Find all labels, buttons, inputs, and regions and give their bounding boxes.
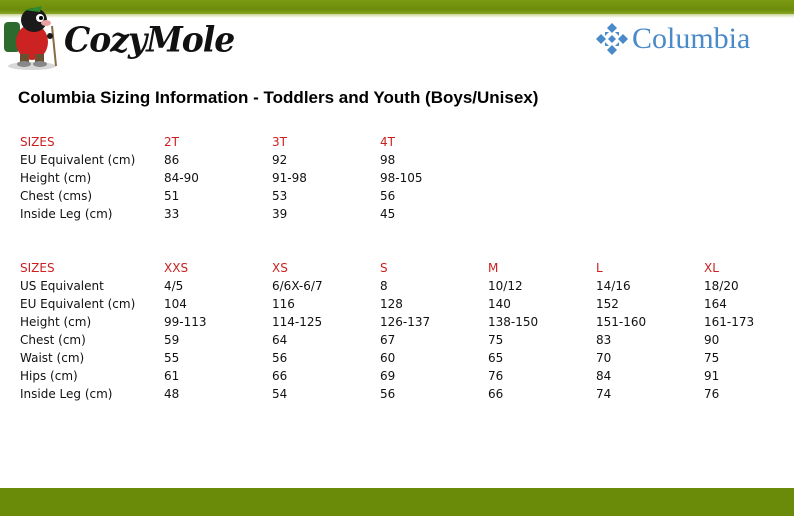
top-banner-bar <box>0 0 794 14</box>
table-cell: 84-90 <box>164 171 199 185</box>
row-label: EU Equivalent (cm) <box>20 153 136 167</box>
table-cell: 60 <box>380 351 396 365</box>
row-label: Height (cm) <box>20 171 92 185</box>
column-header: SIZES <box>20 261 55 275</box>
table-cell: 56 <box>380 189 396 203</box>
table-cell: 75 <box>488 333 504 347</box>
table-cell: 53 <box>272 189 288 203</box>
table-cell: 33 <box>164 207 180 221</box>
row-label: Hips (cm) <box>20 369 78 383</box>
columbia-logo-text: Columbia <box>632 22 751 55</box>
table-cell: 98-105 <box>380 171 423 185</box>
table-cell: 70 <box>596 351 612 365</box>
mole-mascot-icon <box>2 2 62 72</box>
table-cell: 99-113 <box>164 315 207 329</box>
table-cell: 10/12 <box>488 279 523 293</box>
table-cell: 74 <box>596 387 612 401</box>
top-banner-shadow <box>0 14 794 18</box>
table-cell: 14/16 <box>596 279 631 293</box>
table-cell: 91 <box>704 369 720 383</box>
table-cell: 4/5 <box>164 279 184 293</box>
table-cell: 128 <box>380 297 403 311</box>
table-cell: 39 <box>272 207 288 221</box>
columbia-logo <box>595 19 750 59</box>
table-cell: 61 <box>164 369 180 383</box>
table-cell: 140 <box>488 297 511 311</box>
cozymole-logo-text: CozyMole <box>64 19 235 60</box>
table-cell: 114-125 <box>272 315 323 329</box>
table-cell: 54 <box>272 387 288 401</box>
row-label: Waist (cm) <box>20 351 85 365</box>
table-cell: 76 <box>488 369 504 383</box>
table-cell: 98 <box>380 153 396 167</box>
column-header: 4T <box>380 135 395 149</box>
column-header: S <box>380 261 388 275</box>
table-cell: 67 <box>380 333 396 347</box>
table-cell: 8 <box>380 279 388 293</box>
column-header: XXS <box>164 261 189 275</box>
row-label: Chest (cm) <box>20 333 86 347</box>
table-cell: 66 <box>488 387 504 401</box>
table-cell: 69 <box>380 369 396 383</box>
table-cell: 152 <box>596 297 619 311</box>
bottom-banner-bar <box>0 488 794 516</box>
table-cell: 65 <box>488 351 504 365</box>
row-label: US Equivalent <box>20 279 104 293</box>
table-cell: 59 <box>164 333 180 347</box>
table-cell: 75 <box>704 351 720 365</box>
column-header: M <box>488 261 499 275</box>
row-label: Inside Leg (cm) <box>20 387 113 401</box>
page-title: Columbia Sizing Information - Toddlers and Youth (Boys/Unisex) <box>18 88 539 107</box>
column-header: XS <box>272 261 288 275</box>
column-header: XL <box>704 261 719 275</box>
table-cell: 86 <box>164 153 180 167</box>
row-label: Chest (cms) <box>20 189 93 203</box>
table-cell: 151-160 <box>596 315 647 329</box>
table-cell: 138-150 <box>488 315 539 329</box>
column-header: 3T <box>272 135 287 149</box>
row-label: Height (cm) <box>20 315 92 329</box>
row-label: EU Equivalent (cm) <box>20 297 136 311</box>
table-cell: 66 <box>272 369 288 383</box>
table-cell: 55 <box>164 351 180 365</box>
table-cell: 18/20 <box>704 279 739 293</box>
table-cell: 51 <box>164 189 180 203</box>
column-header: 2T <box>164 135 179 149</box>
table-cell: 64 <box>272 333 288 347</box>
table-cell: 92 <box>272 153 288 167</box>
table-cell: 83 <box>596 333 612 347</box>
column-header: L <box>596 261 603 275</box>
table-cell: 48 <box>164 387 180 401</box>
table-cell: 45 <box>380 207 396 221</box>
table-cell: 56 <box>380 387 396 401</box>
table-cell: 126-137 <box>380 315 431 329</box>
row-label: Inside Leg (cm) <box>20 207 113 221</box>
table-cell: 56 <box>272 351 288 365</box>
table-cell: 84 <box>596 369 612 383</box>
columbia-diamond-icon <box>595 22 629 56</box>
column-header: SIZES <box>20 135 55 149</box>
table-cell: 91-98 <box>272 171 307 185</box>
table-cell: 161-173 <box>704 315 755 329</box>
table-cell: 90 <box>704 333 720 347</box>
table-cell: 164 <box>704 297 727 311</box>
table-cell: 116 <box>272 297 295 311</box>
table-cell: 6/6X-6/7 <box>272 279 323 293</box>
table-cell: 76 <box>704 387 720 401</box>
table-cell: 104 <box>164 297 187 311</box>
